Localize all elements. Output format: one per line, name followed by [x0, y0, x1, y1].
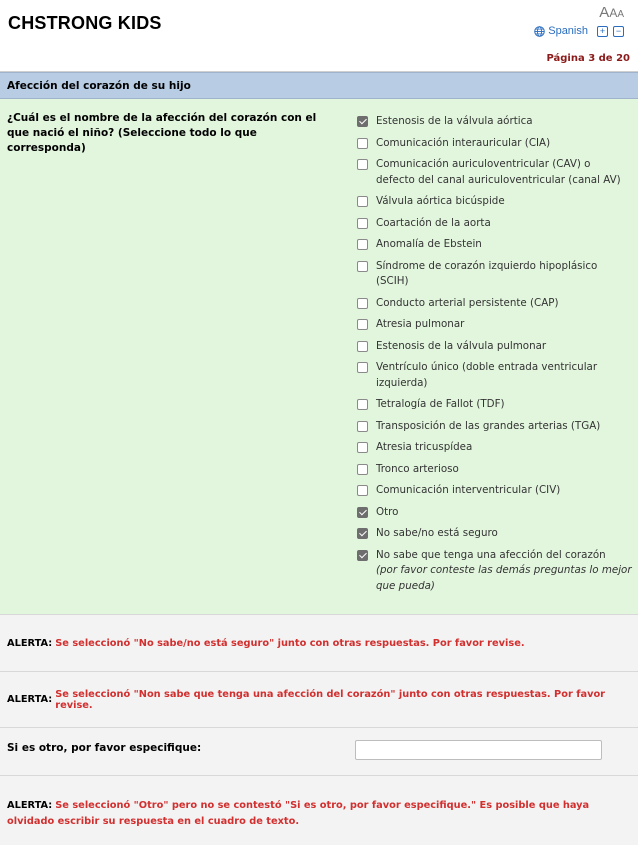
alert-other-missing: [0, 776, 638, 845]
option-item[interactable]: [357, 259, 632, 290]
option-item[interactable]: [357, 317, 632, 333]
option-checkbox[interactable]: [357, 298, 368, 309]
alert-prefix: ALERTA:: [7, 800, 53, 811]
option-label-text: Válvula aórtica bicúspide: [376, 195, 505, 207]
option-label: [376, 419, 600, 435]
option-label: [376, 526, 498, 542]
page-indicator: Página 3 de 20: [546, 53, 630, 64]
option-label: [376, 237, 482, 253]
option-checkbox[interactable]: [357, 464, 368, 475]
option-label: [376, 548, 632, 595]
option-label: [376, 216, 491, 232]
option-label: [376, 339, 546, 355]
option-label: [376, 136, 550, 152]
other-specify-label: Si es otro, por favor especifique:: [7, 742, 202, 754]
option-label-text: Atresia tricuspídea: [376, 441, 473, 453]
alert-message: Se seleccionó "Non sabe que tenga una afección del corazón" junto con otras respuestas. Por favor revise.: [55, 688, 606, 711]
option-checkbox[interactable]: [357, 196, 368, 207]
option-checkbox[interactable]: [357, 421, 368, 432]
option-label-text: Síndrome de corazón izquierdo hipoplásico (SCIH): [376, 259, 598, 287]
option-item[interactable]: [357, 136, 632, 152]
option-checkbox[interactable]: [357, 528, 368, 539]
page-header: [0, 0, 638, 72]
option-label: [376, 157, 632, 188]
option-item[interactable]: [357, 397, 632, 413]
options-list: [357, 114, 632, 600]
language-controls: [534, 25, 624, 37]
heart-condition-question: [0, 99, 638, 615]
option-label-text: Comunicación auriculoventricular (CAV) o defecto del canal auriculoventricular (canal AV): [376, 158, 621, 186]
font-size-small-button[interactable]: A: [617, 9, 624, 20]
option-checkbox[interactable]: [357, 319, 368, 330]
option-label-text: No sabe que tenga una afección del corazón: [376, 548, 606, 561]
alert-message: Se seleccionó "Otro" pero no se contestó "Si es otro, por favor especifique." Es posible que haya olvidado escribir su respuesta en el cuadro de texto.: [7, 800, 590, 827]
font-size-medium-button[interactable]: A: [609, 6, 618, 20]
option-label: [376, 114, 533, 130]
option-label-text: Coartación de la aorta: [376, 216, 491, 229]
option-label: [376, 440, 472, 456]
option-label-text: Anomalía de Ebstein: [376, 238, 482, 250]
option-label: [376, 397, 505, 413]
option-checkbox[interactable]: [357, 116, 368, 127]
option-item[interactable]: [357, 237, 632, 253]
option-item[interactable]: [357, 548, 632, 595]
language-link[interactable]: Spanish: [548, 25, 588, 37]
option-item[interactable]: [357, 339, 632, 355]
option-label: [376, 296, 559, 312]
option-label-text: Otro: [376, 505, 399, 518]
option-note: (por favor conteste las demás preguntas lo mejor que pueda): [376, 564, 632, 592]
option-label-text: Estenosis de la válvula pulmonar: [376, 339, 547, 352]
option-item[interactable]: [357, 216, 632, 232]
alert-message: Se seleccionó "No sabe/no está seguro" junto con otras respuestas. Por favor revise.: [55, 637, 525, 649]
globe-icon: [534, 26, 545, 37]
option-label-text: Transposición de las grandes arterias (TGA): [376, 419, 601, 432]
option-label: [376, 194, 505, 210]
option-label: [376, 259, 632, 290]
option-item[interactable]: [357, 194, 632, 210]
option-checkbox[interactable]: [357, 218, 368, 229]
option-label-text: Conducto arterial persistente (CAP): [376, 296, 559, 309]
option-checkbox[interactable]: [357, 341, 368, 352]
alert-prefix: ALERTA:: [7, 637, 53, 649]
option-checkbox[interactable]: [357, 442, 368, 453]
alert-no-condition: [0, 672, 638, 728]
option-checkbox[interactable]: [357, 507, 368, 518]
option-checkbox[interactable]: [357, 399, 368, 410]
option-checkbox[interactable]: [357, 138, 368, 149]
other-specify-input[interactable]: [355, 740, 602, 760]
option-label: [376, 505, 398, 521]
option-label-text: Atresia pulmonar: [376, 318, 465, 330]
option-checkbox[interactable]: [357, 261, 368, 272]
section-header: Afección del corazón de su hijo: [0, 72, 638, 99]
option-label: [376, 317, 464, 333]
other-specify-row: [0, 728, 638, 776]
option-checkbox[interactable]: [357, 159, 368, 170]
option-label-text: Tetralogía de Fallot (TDF): [376, 398, 505, 410]
option-label: [376, 483, 560, 499]
option-item[interactable]: [357, 526, 632, 542]
option-item[interactable]: [357, 114, 632, 130]
option-item[interactable]: [357, 440, 632, 456]
zoom-in-button[interactable]: +: [597, 26, 608, 37]
alert-unsure: [0, 615, 638, 672]
option-item[interactable]: [357, 296, 632, 312]
app-title: CHSTRONG KIDS: [8, 13, 162, 33]
option-item[interactable]: [357, 157, 632, 188]
option-label-text: Tronco arterioso: [376, 462, 459, 475]
font-size-large-button[interactable]: A: [599, 4, 610, 21]
option-label-text: Ventrículo único (doble entrada ventricular izquierda): [376, 361, 598, 389]
option-label-text: Comunicación interauricular (CIA): [376, 136, 551, 149]
option-item[interactable]: [357, 419, 632, 435]
option-item[interactable]: [357, 360, 632, 391]
option-checkbox[interactable]: [357, 239, 368, 250]
option-label: [376, 462, 459, 478]
option-checkbox[interactable]: [357, 550, 368, 561]
question-label: ¿Cuál es el nombre de la afección del corazón con el que nació el niño? (Seleccione todo lo que corresponda): [7, 112, 317, 154]
option-checkbox[interactable]: [357, 485, 368, 496]
option-label-text: Comunicación interventricular (CIV): [376, 484, 561, 496]
option-item[interactable]: [357, 505, 632, 521]
alert-prefix: ALERTA:: [7, 694, 53, 705]
option-label-text: Estenosis de la válvula aórtica: [376, 115, 533, 127]
option-checkbox[interactable]: [357, 362, 368, 373]
option-item[interactable]: [357, 462, 632, 478]
option-item[interactable]: [357, 483, 632, 499]
font-size-controls: [599, 4, 624, 22]
option-label-text: No sabe/no está seguro: [376, 527, 498, 539]
option-label: [376, 360, 632, 391]
zoom-out-button[interactable]: −: [613, 26, 624, 37]
